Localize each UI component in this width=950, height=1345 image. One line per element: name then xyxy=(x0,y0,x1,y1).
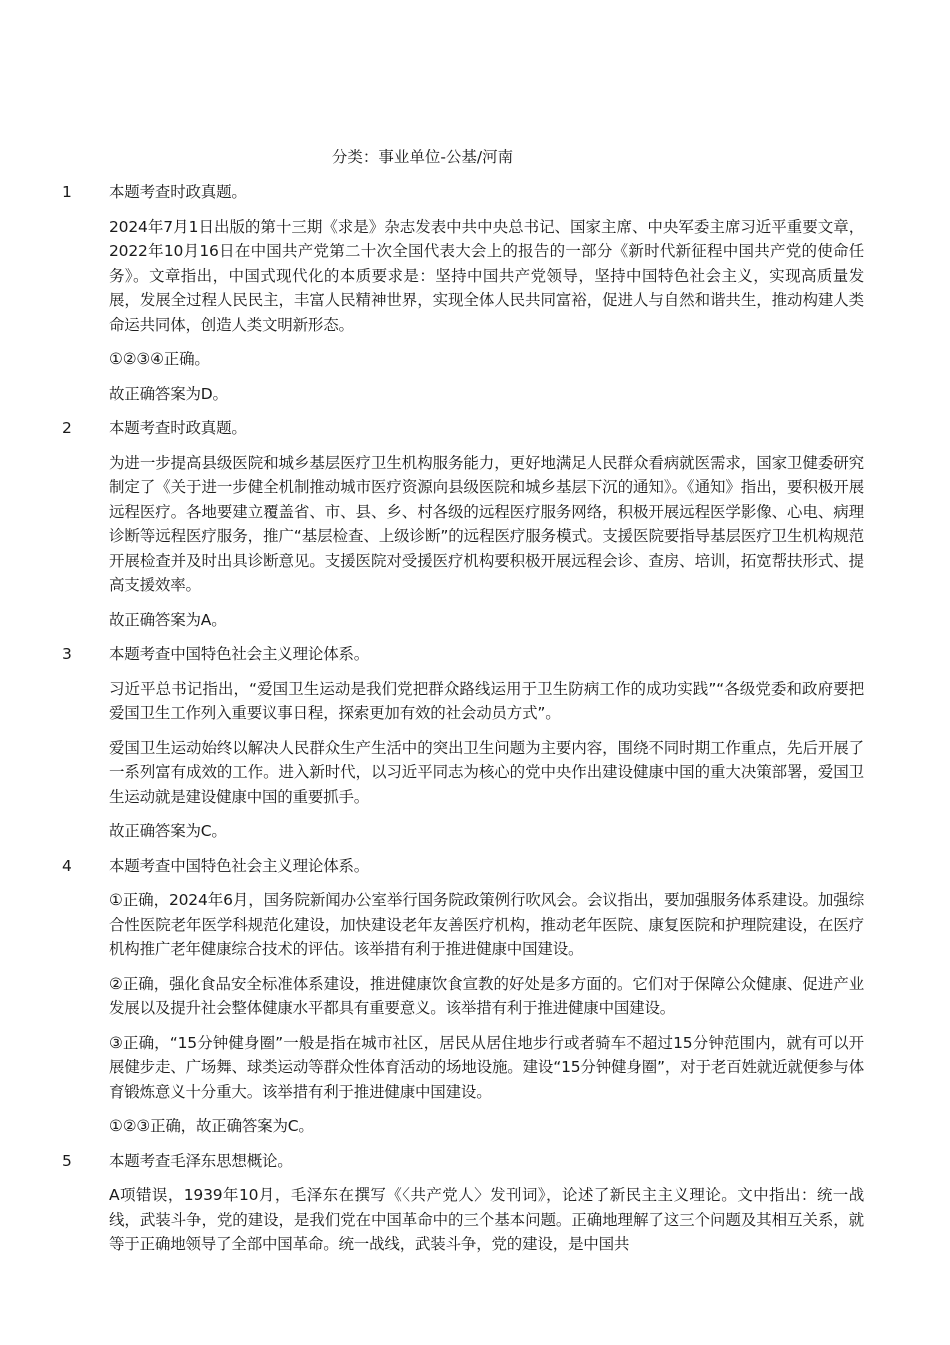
question-number: 4 xyxy=(62,856,72,875)
answer-line: 故正确答案为A。 xyxy=(109,610,227,629)
paragraph: 为进一步提高县级医院和城乡基层医疗卫生机构服务能力，更好地满足人民群众看病就医需求，国家卫健委研究制定了《关于进一步健全机制推动城市医疗资源向县级医院和城乡基层下沉的通知》。《通知》指出，要积极开展远程医疗。各地要建立覆盖省、市、县、乡、村各级的远程医疗服务网络，积极开展远程医学影像、心电、病理诊断等远程医疗服务，推广“基层检查、上级诊断”的远程医疗服务模式。支援医院要指导基层医疗卫生机构规范开展检查并及时出具诊断意见。支援医院对受援医疗机构要积极开展远程会诊、查房、培训，拓宽帮扶形式、提高支援效率。 xyxy=(109,453,864,594)
paragraph: A项错误，1939年10月，毛泽东在撰写《〈共产党人〉发刊词》，论述了新民主主义理论。文中指出：统一战线，武装斗争，党的建设，是我们党在中国革命中的三个基本问题。正确地理解了这三个问题及其相互关系，就等于正确地领导了全部中国革命。统一战线，武装斗争，党的建设，是中国共 xyxy=(109,1186,864,1253)
paragraph: ②正确，强化食品安全标准体系建设，推进健康饮食宣教的好处是多方面的。它们对于保障公众健康、促进产业发展以及提升社会整体健康水平都具有重要意义。该举措有利于推进健康中国建设。 xyxy=(109,974,864,1017)
question-number: 1 xyxy=(62,183,72,201)
paragraph: 本题考查中国特色社会主义理论体系。 xyxy=(109,645,370,663)
question-2 xyxy=(62,416,872,632)
question-body xyxy=(109,854,864,1139)
paragraph: 习近平总书记指出，“爱国卫生运动是我们党把群众路线运用于卫生防病工作的成功实践”“各级党委和政府要把爱国卫生工作列入重要议事日程，探索更加有效的社会动员方式”。 xyxy=(109,679,865,722)
question-body xyxy=(109,180,864,406)
category-header: 分类：事业单位-公基/河南 xyxy=(331,148,514,166)
paragraph: 本题考查时政真题。 xyxy=(109,419,247,437)
paragraph: ①正确，2024年6月，国务院新闻办公室举行国务院政策例行吹风会。会议指出，要加强服务体系建设。加强综合性医院老年医学科规范化建设，加快建设老年友善医疗机构，推动老年医院、康复医院和护理院建设，在医疗机构推广老年健康综合技术的评估。该举措有利于推进健康中国建设。 xyxy=(109,891,864,958)
question-number: 5 xyxy=(62,1151,72,1170)
paragraph: ③正确，“15分钟健身圈”一般是指在城市社区，居民从居住地步行或者骑车不超过15分钟范围内，就有可以开展健步走、广场舞、球类运动等群众性体育活动的场地设施。建设“15分钟健身圈”，对于老百姓就近就便参与体育锻炼意义十分重大。该举措有利于推进健康中国建设。 xyxy=(109,1033,864,1101)
paragraph: 本题考查中国特色社会主义理论体系。 xyxy=(109,856,370,875)
question-number: 3 xyxy=(62,645,72,663)
answer-line: 故正确答案为C。 xyxy=(109,822,227,840)
question-5 xyxy=(62,1149,872,1257)
paragraph: ①②③④正确。 xyxy=(109,350,210,368)
answer-explanations xyxy=(62,180,872,1267)
question-body xyxy=(109,642,864,844)
question-4 xyxy=(62,854,872,1139)
answer-line: ①②③正确，故正确答案为C。 xyxy=(109,1117,314,1135)
paragraph: 2024年7月1日出版的第十三期《求是》杂志发表中共中央总书记、国家主席、中央军委主席习近平重要文章，2022年10月16日在中国共产党第二十次全国代表大会上的报告的一部分《新时代新征程中国共产党的使命任务》。文章指出，中国式现代化的本质要求是：坚持中国共产党领导，坚持中国特色社会主义，实现高质量发展，发展全过程人民民主，丰富人民精神世界，实现全体人民共同富裕，促进人与自然和谐共生，推动构建人类命运共同体，创造人类文明新形态。 xyxy=(109,217,864,334)
answer-line: 故正确答案为D。 xyxy=(109,384,228,403)
question-body xyxy=(109,416,864,632)
question-3 xyxy=(62,642,872,844)
question-body xyxy=(109,1149,864,1257)
paragraph: 本题考查毛泽东思想概论。 xyxy=(109,1151,293,1170)
paragraph: 本题考查时政真题。 xyxy=(109,183,247,201)
question-number: 2 xyxy=(62,419,72,437)
question-1 xyxy=(62,180,872,406)
paragraph: 爱国卫生运动始终以解决人民群众生产生活中的突出卫生问题为主要内容，围绕不同时期工作重点，先后开展了一系列富有成效的工作。进入新时代，以习近平同志为核心的党中央作出建设健康中国的重大决策部署，爱国卫生运动就是建设健康中国的重要抓手。 xyxy=(109,738,864,806)
